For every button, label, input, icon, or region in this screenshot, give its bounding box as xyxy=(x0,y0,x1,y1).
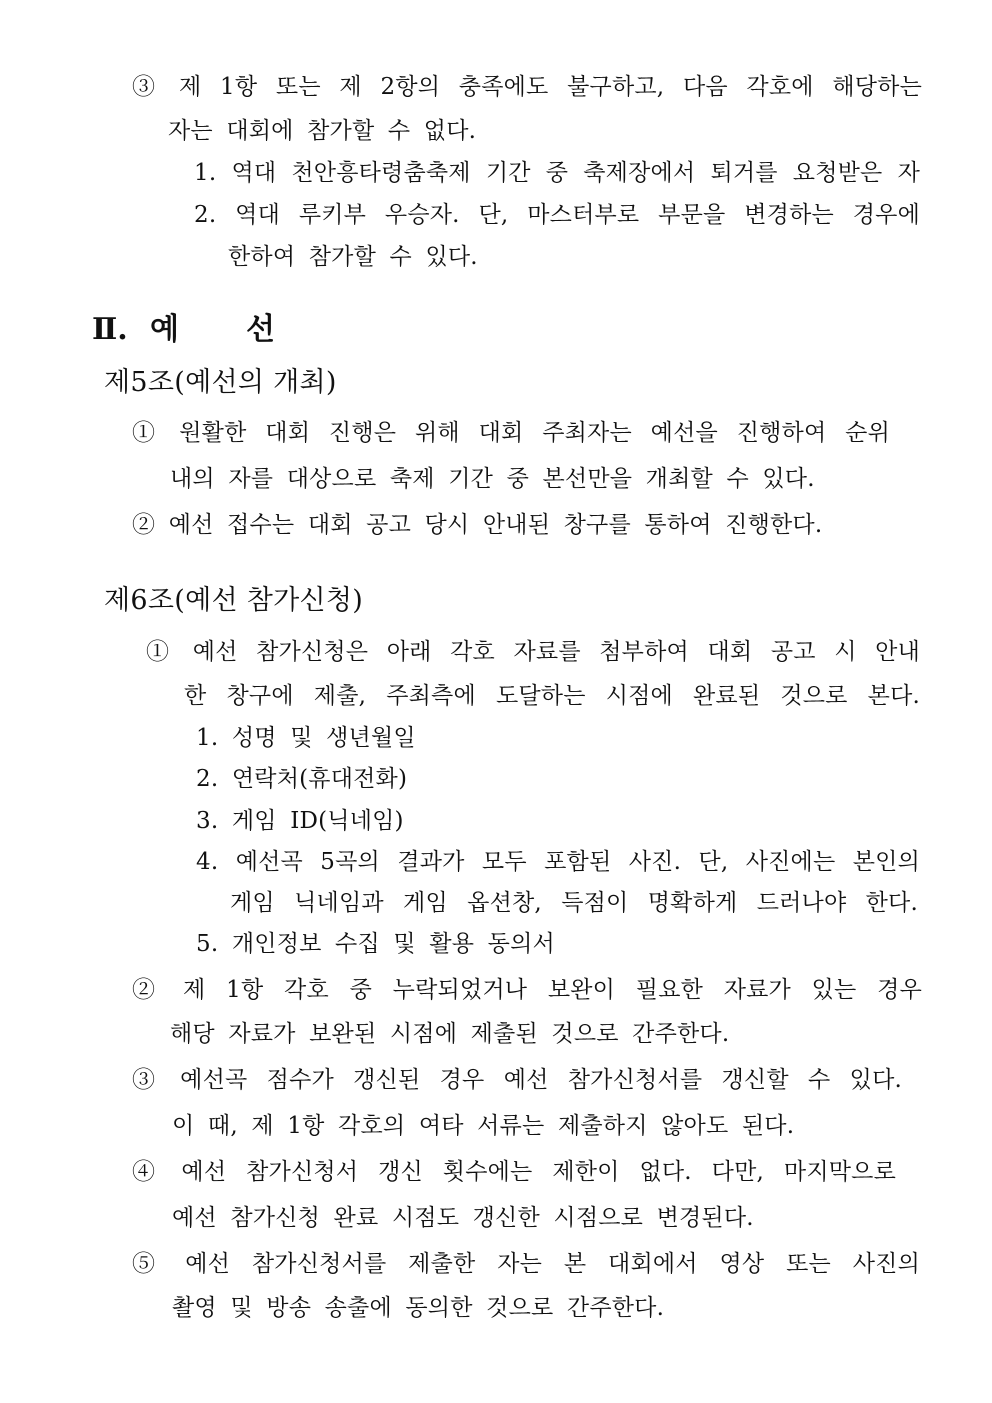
article6-para4-line1: ④ 예선 참가신청서 갱신 횟수에는 제한이 없다. 다만, 마지막으로 xyxy=(132,1159,896,1185)
article6-heading: 제6조(예선 참가신청) xyxy=(104,585,364,616)
article5-para1-line2: 내의 자를 대상으로 축제 기간 중 본선만을 개최할 수 있다. xyxy=(170,466,815,492)
article6-para1-line1: ① 예선 참가신청은 아래 각호 자료를 첨부하여 대회 공고 시 안내 xyxy=(146,639,920,665)
article6-para2-line2: 해당 자료가 보완된 시점에 제출된 것으로 간주한다. xyxy=(170,1021,730,1047)
article6-item-5: 5. 개인정보 수집 및 활용 동의서 xyxy=(196,931,555,957)
section-title-part2: 선 xyxy=(246,312,275,347)
article6-item-4-line2: 게임 닉네임과 게임 옵션창, 득점이 명확하게 드러나야 한다. xyxy=(230,890,918,916)
article6-item-4-line1: 4. 예선곡 5곡의 결과가 모두 포함된 사진. 단, 사진에는 본인의 xyxy=(196,849,920,875)
pre-sub-item-2-line2: 한하여 참가할 수 있다. xyxy=(228,244,478,270)
article6-para2-line1: ② 제 1항 각호 중 누락되었거나 보완이 필요한 자료가 있는 경우 xyxy=(132,977,922,1003)
pre-sub-item-2-line1: 2. 역대 루키부 우승자. 단, 마스터부로 부문을 변경하는 경우에 xyxy=(194,202,920,228)
section-title xyxy=(92,312,275,348)
article6-para5-line2: 촬영 및 방송 송출에 동의한 것으로 간주한다. xyxy=(172,1295,665,1321)
article6-para1-line2: 한 창구에 제출, 주최측에 도달하는 시점에 완료된 것으로 본다. xyxy=(184,683,920,709)
section-title-part1: 예 xyxy=(150,312,179,347)
article5-para2: ② 예선 접수는 대회 공고 당시 안내된 창구를 통하여 진행한다. xyxy=(132,512,823,538)
article6-item-3: 3. 게임 ID(닉네임) xyxy=(196,808,404,834)
article6-para5-line1: ⑤ 예선 참가신청서를 제출한 자는 본 대회에서 영상 또는 사진의 xyxy=(132,1251,920,1277)
pre-para3-line2: 자는 대회에 참가할 수 없다. xyxy=(168,118,477,144)
pre-para3-line1: ③ 제 1항 또는 제 2항의 충족에도 불구하고, 다음 각호에 해당하는 xyxy=(132,74,922,100)
article6-para3-line2: 이 때, 제 1항 각호의 여타 서류는 제출하지 않아도 된다. xyxy=(172,1113,795,1139)
pre-sub-item-1: 1. 역대 천안흥타령춤축제 기간 중 축제장에서 퇴거를 요청받은 자 xyxy=(194,160,920,186)
article5-para1-line1: ① 원활한 대회 진행은 위해 대회 주최자는 예선을 진행하여 순위 xyxy=(132,420,890,446)
section-number: Ⅱ. xyxy=(92,312,128,347)
article5-heading: 제5조(예선의 개최) xyxy=(104,367,337,398)
article6-item-2: 2. 연락처(휴대전화) xyxy=(196,766,408,792)
article6-item-1: 1. 성명 및 생년월일 xyxy=(196,725,416,751)
article6-para4-line2: 예선 참가신청 완료 시점도 갱신한 시점으로 변경된다. xyxy=(172,1205,754,1231)
article6-para3-line1: ③ 예선곡 점수가 갱신된 경우 예선 참가신청서를 갱신할 수 있다. xyxy=(132,1067,902,1093)
